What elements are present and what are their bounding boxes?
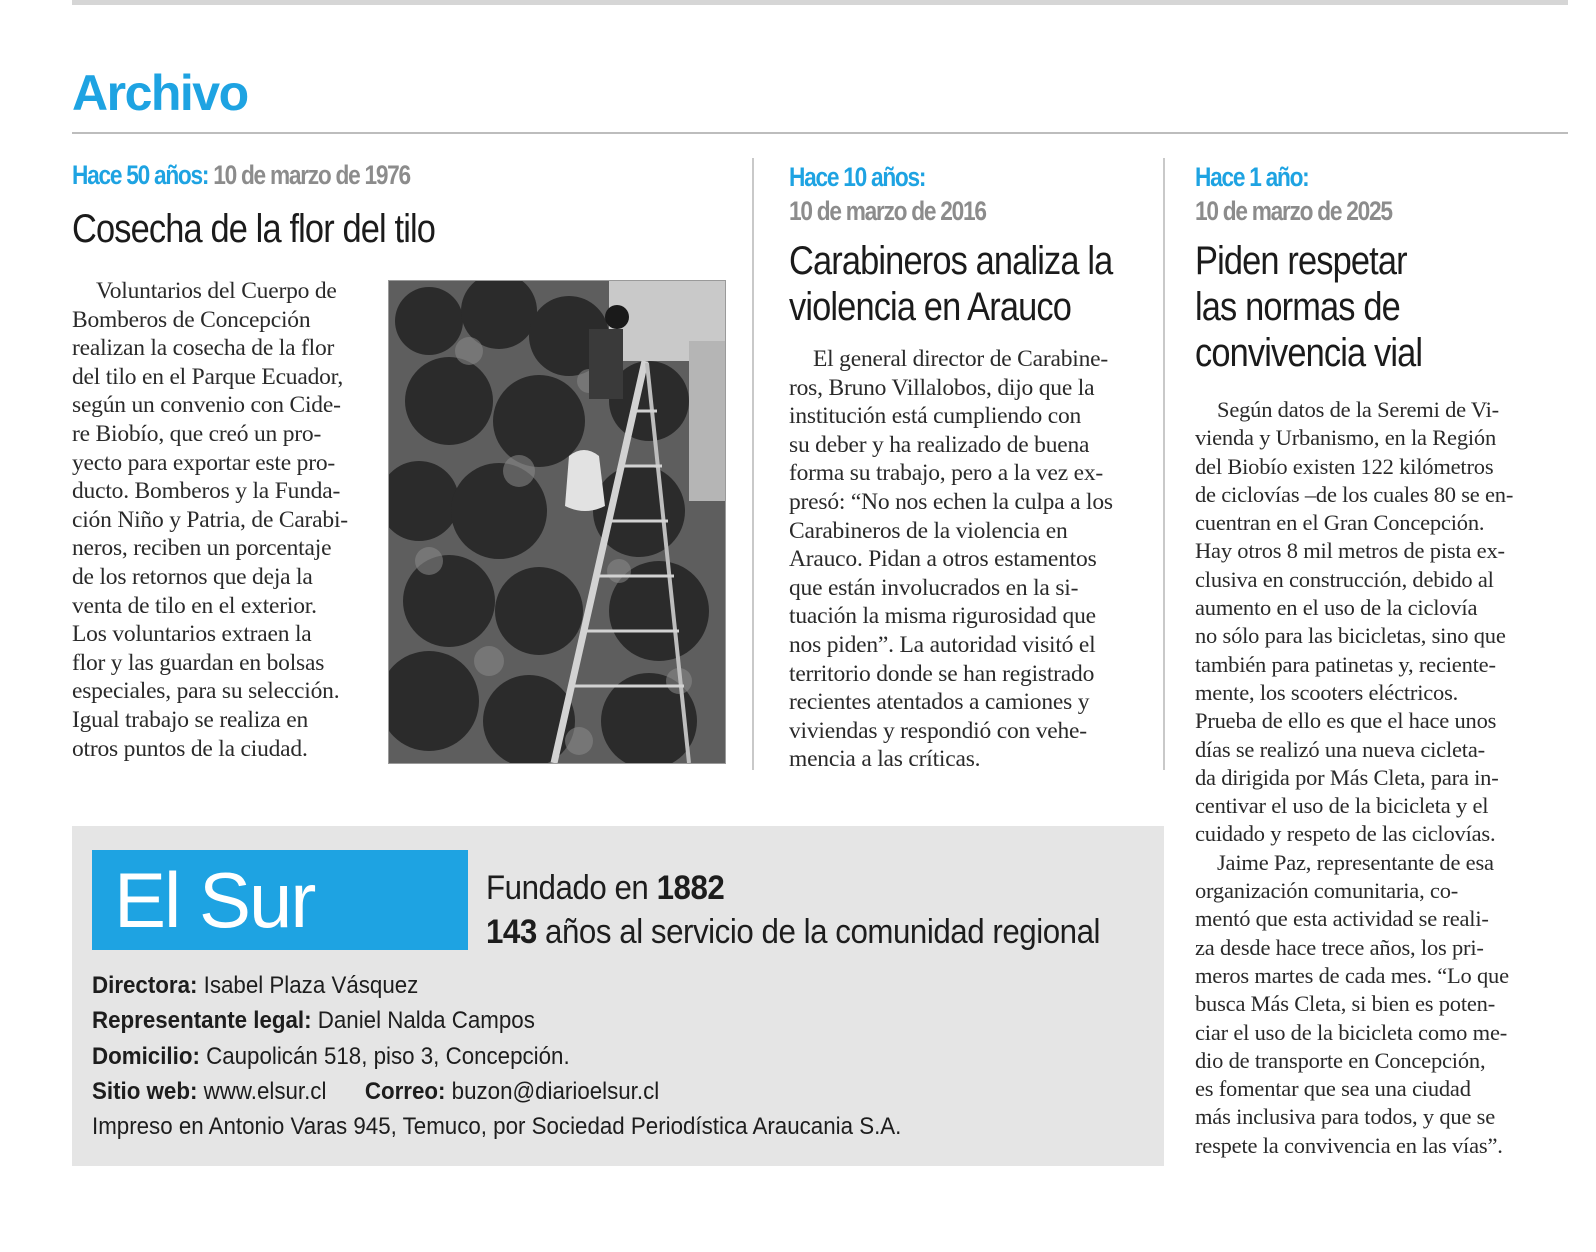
body-line: Según datos de la Seremi de Vi- — [1217, 397, 1499, 422]
body-line: mente, los scooters eléctricos. — [1195, 679, 1459, 705]
body-line: según un convenio con Cide- — [72, 392, 341, 419]
printed-row: Impreso en Antonio Varas 945, Temuco, por Sociedad Periodística Araucania S.A. — [92, 1113, 902, 1141]
body-line: que están involucrados en la si- — [789, 574, 1079, 601]
body-line: Hay otros 8 mil metros de pista ex- — [1195, 538, 1505, 564]
body-line: tuación la misma rigurosidad que — [789, 603, 1096, 630]
photo-illustration — [389, 281, 725, 763]
body-line: aumento en el uso de la ciclovía — [1195, 595, 1478, 621]
body-line: otros puntos de la ciudad. — [72, 735, 308, 762]
body-line: Bomberos de Concepción — [72, 306, 311, 333]
body-line: za desde hace trece años, los pri- — [1195, 934, 1484, 960]
body-line: viviendas y respondió con vehe- — [789, 717, 1087, 744]
headline-line: violencia en Arauco — [789, 285, 1071, 329]
article-body — [72, 277, 368, 763]
body-line: re Biobío, que creó un pro- — [72, 420, 322, 447]
years-count: 143 — [486, 913, 537, 951]
title-rule — [72, 132, 1568, 134]
top-rule — [72, 0, 1568, 5]
body-line: también para patinetas y, reciente- — [1195, 651, 1496, 677]
legal-row — [92, 1003, 901, 1038]
section-title: Archivo — [72, 65, 248, 121]
mail-label: Correo: — [364, 1077, 446, 1105]
body-line: respete la convivencia en las vías”. — [1195, 1132, 1503, 1158]
body-line: da dirigida por Más Cleta, para in- — [1195, 764, 1499, 790]
headline-line: convivencia vial — [1195, 331, 1423, 375]
body-line: neros, reciben un porcentaje — [72, 535, 332, 562]
body-line: forma su trabajo, pero a la vez ex- — [789, 460, 1104, 487]
body-line: más inclusiva para todos, y que se — [1195, 1104, 1496, 1130]
body-line: del tilo en el Parque Ecuador, — [72, 363, 344, 390]
founded-year: 1882 — [656, 869, 725, 907]
address-value: Caupolicán 518, piso 3, Concepción. — [206, 1042, 570, 1070]
headline-line: Carabineros analiza la — [789, 239, 1113, 283]
body-line: busca Más Cleta, si bien es poten- — [1195, 991, 1496, 1017]
body-line: de ciclovías –de los cuales 80 se en- — [1195, 481, 1514, 507]
body-line: no sólo para las bicicletas, sino que — [1195, 623, 1506, 649]
body-line: Igual trabajo se realiza en — [72, 706, 308, 733]
headline-line: Piden respetar — [1195, 239, 1407, 283]
column-divider — [1163, 158, 1165, 770]
kicker-label: Hace 1 año: — [1195, 162, 1309, 192]
body-line: cuentran en el Gran Concepción. — [1195, 510, 1485, 536]
body-line: venta de tilo en el exterior. — [72, 592, 317, 619]
address-row — [92, 1039, 901, 1074]
founded-info — [486, 866, 1153, 954]
body-line: Carabineros de la violencia en — [789, 517, 1068, 544]
director-row — [92, 968, 901, 1003]
body-line: dio de transporte en Concepción, — [1195, 1047, 1486, 1073]
mail-link[interactable]: buzon@diarioelsur.cl — [451, 1077, 660, 1105]
director-value: Isabel Plaza Vásquez — [203, 972, 419, 999]
article-kicker — [789, 160, 986, 228]
article-kicker — [1195, 160, 1392, 228]
body-line: centivar el uso de la bicicleta y el — [1195, 793, 1489, 819]
years-line — [486, 910, 1100, 954]
imprint — [92, 968, 962, 1144]
kicker-label: Hace 10 años: — [789, 162, 926, 192]
body-line: organización comunitaria, co- — [1195, 878, 1459, 904]
body-line: ros, Bruno Villalobos, dijo que la — [789, 374, 1095, 401]
body-line: días se realizó una nueva cicleta- — [1195, 736, 1485, 762]
body-line: Los voluntarios extraen la — [72, 621, 312, 648]
body-line: presó: “No nos echen la culpa a los — [789, 488, 1113, 515]
body-line: clusiva en construcción, debido al — [1195, 566, 1494, 592]
founded-prefix: Fundado en — [486, 869, 657, 907]
body-line: Arauco. Pidan a otros estamentos — [789, 546, 1097, 573]
article-headline — [789, 238, 1112, 330]
legal-value: Daniel Nalda Campos — [317, 1007, 535, 1035]
body-line: realizan la cosecha de la flor — [72, 335, 335, 362]
web-link[interactable]: www.elsur.cl — [203, 1077, 327, 1105]
body-line: flor y las guardan en bolsas — [72, 649, 325, 676]
column-divider — [752, 158, 754, 770]
article-headline — [1195, 238, 1422, 376]
body-line: institución está cumpliendo con — [789, 403, 1082, 430]
founded-line — [486, 866, 1100, 910]
body-line: su deber y ha realizado de buena — [789, 431, 1090, 458]
headline-line: las normas de — [1195, 285, 1400, 329]
contact-row — [92, 1074, 901, 1109]
article-kicker — [72, 158, 410, 192]
kicker-label: Hace 50 años: — [72, 160, 209, 190]
years-suffix: años al servicio de la comunidad regional — [536, 913, 1100, 951]
body-line: del Biobío existen 122 kilómetros — [1195, 453, 1494, 479]
body-line: mentó que esta actividad se reali- — [1195, 906, 1489, 932]
body-line: territorio donde se han registrado — [789, 660, 1095, 687]
newspaper-logo — [92, 850, 468, 950]
body-line: Prueba de ello es que el hace unos — [1195, 708, 1497, 734]
article-body — [789, 345, 1131, 774]
body-line: meros martes de cada mes. “Lo que — [1195, 962, 1509, 988]
director-label: Directora: — [92, 972, 198, 999]
body-line: mencia a las críticas. — [789, 746, 981, 773]
body-line: cuidado y respeto de las ciclovías. — [1195, 821, 1496, 847]
body-line: vienda y Urbanismo, en la Región — [1195, 425, 1497, 451]
web-label: Sitio web: — [92, 1077, 198, 1105]
body-line: El general director de Carabine- — [813, 346, 1109, 372]
body-line: nos piden”. La autoridad visitó el — [789, 631, 1096, 658]
body-line: ducto. Bomberos y la Funda- — [72, 478, 341, 505]
kicker-date: 10 de marzo de 2016 — [789, 196, 986, 226]
body-line: recientes atentados a camiones y — [789, 689, 1090, 716]
article-body — [1195, 396, 1538, 1160]
article-headline: Cosecha de la flor del tilo — [72, 207, 436, 251]
archive-photo — [388, 280, 726, 764]
body-line: ciar el uso de la bicicleta como me- — [1195, 1019, 1508, 1045]
body-line: Jaime Paz, representante de esa — [1217, 849, 1494, 875]
kicker-date: 10 de marzo de 2025 — [1195, 196, 1392, 226]
body-line: especiales, para su selección. — [72, 678, 340, 705]
body-line: yecto para exportar este pro- — [72, 449, 336, 476]
body-line: Voluntarios del Cuerpo de — [96, 278, 337, 304]
legal-label: Representante legal: — [92, 1007, 312, 1035]
address-label: Domicilio: — [92, 1042, 200, 1070]
body-line: de los retornos que deja la — [72, 563, 313, 590]
logo-text: El Sur — [114, 856, 315, 944]
kicker-date: 10 de marzo de 1976 — [213, 160, 410, 190]
body-line: es fomentar que sea una ciudad — [1195, 1076, 1471, 1102]
body-line: ción Niño y Patria, de Carabi- — [72, 506, 348, 533]
